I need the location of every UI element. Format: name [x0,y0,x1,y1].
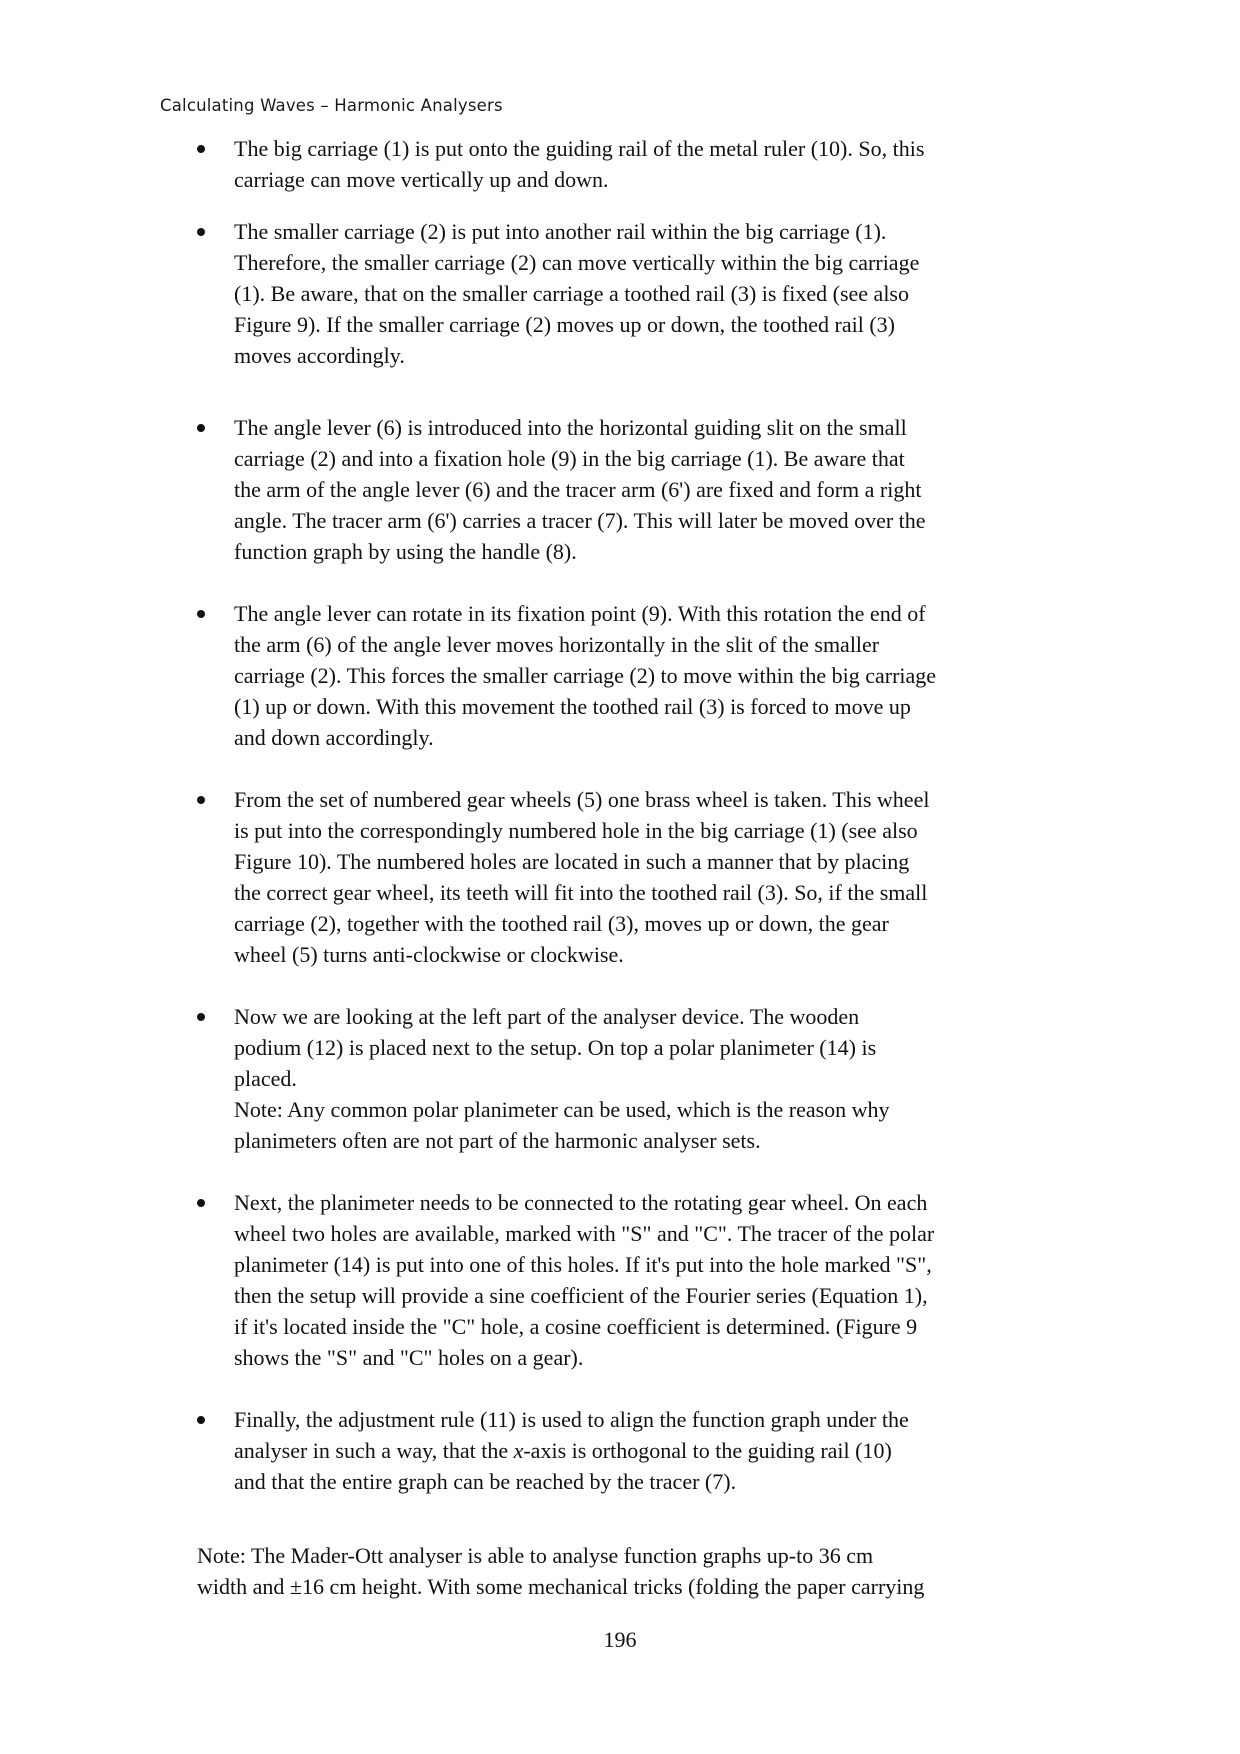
bullet-icon [197,424,205,432]
text-line: Figure 10). The numbered holes are located in such a manner that by placing [234,849,910,874]
text-line: shows the "S" and "C" holes on a gear). [234,1345,584,1370]
text-line: planimeter (14) is put into one of this holes. If it's put into the hole marked "S", [234,1252,932,1277]
bullet-icon [197,1199,205,1207]
text-segment: -axis is orthogonal to the guiding rail (10) [523,1438,892,1463]
text-line: then the setup will provide a sine coefficient of the Fourier series (Equation 1), [234,1283,928,1308]
text-line: is put into the correspondingly numbered hole in the big carriage (1) (see also [234,818,918,843]
bullet-icon [197,610,205,618]
text-line: planimeters often are not part of the harmonic analyser sets. [234,1128,761,1153]
bullet-icon [197,1013,205,1021]
text-line: width and ±16 cm height. With some mechanical tricks (folding the paper carrying [197,1574,925,1599]
text-line: Now we are looking at the left part of the analyser device. The wooden [234,1004,860,1029]
text-segment: analyser in such a way, that the [234,1438,514,1463]
text-line: The smaller carriage (2) is put into another rail within the big carriage (1). [234,219,887,244]
text-line: podium (12) is placed next to the setup. On top a polar planimeter (14) is [234,1035,877,1060]
text-line: the arm (6) of the angle lever moves horizontally in the slit of the smaller [234,632,880,657]
text-line: function graph by using the handle (8). [234,539,577,564]
text-line: and that the entire graph can be reached by the tracer (7). [234,1469,737,1494]
text-line: and down accordingly. [234,725,434,750]
text-line: carriage (2) and into a fixation hole (9) in the big carriage (1). Be aware that [234,446,905,471]
text-line: (1). Be aware, that on the smaller carriage a toothed rail (3) is fixed (see also [234,281,909,306]
text-line: placed. [234,1066,297,1091]
text-line: The big carriage (1) is put onto the guiding rail of the metal ruler (10). So, this [234,136,925,161]
text-line: carriage (2). This forces the smaller carriage (2) to move within the big carriage [234,663,937,688]
text-line: wheel two holes are available, marked with "S" and "C". The tracer of the polar [234,1221,935,1246]
text-line: if it's located inside the "C" hole, a cosine coefficient is determined. (Figure 9 [234,1314,918,1339]
text-line: Finally, the adjustment rule (11) is used to align the function graph under the [234,1407,909,1432]
text-line: The angle lever can rotate in its fixation point (9). With this rotation the end of [234,601,926,626]
text-line: Therefore, the smaller carriage (2) can move vertically within the big carriage [234,250,920,275]
text-line: carriage can move vertically up and down. [234,167,609,192]
text-line: The angle lever (6) is introduced into the horizontal guiding slit on the small [234,415,907,440]
math-variable: x [513,1438,524,1463]
text-line: carriage (2), together with the toothed rail (3), moves up or down, the gear [234,911,889,936]
text-line: Note: The Mader-Ott analyser is able to analyse function graphs up-to 36 cm [197,1543,874,1568]
text-line: (1) up or down. With this movement the toothed rail (3) is forced to move up [234,694,911,719]
text-line: wheel (5) turns anti-clockwise or clockwise. [234,942,624,967]
text-line: Note: Any common polar planimeter can be used, which is the reason why [234,1097,890,1122]
bullet-icon [197,145,205,153]
bullet-icon [197,796,205,804]
text-line: the correct gear wheel, its teeth will fit into the toothed rail (3). So, if the small [234,880,928,905]
running-header: Calculating Waves – Harmonic Analysers [160,96,503,115]
text-line [234,1435,1054,1466]
bullet-icon [197,228,205,236]
text-line: From the set of numbered gear wheels (5) one brass wheel is taken. This wheel [234,787,930,812]
text-line: angle. The tracer arm (6') carries a tracer (7). This will later be moved over the [234,508,926,533]
bullet-icon [197,1416,205,1424]
text-line: Next, the planimeter needs to be connected to the rotating gear wheel. On each [234,1190,928,1215]
note-paragraph [197,1540,1057,1602]
text-line: moves accordingly. [234,343,405,368]
text-line: Figure 9). If the smaller carriage (2) moves up or down, the toothed rail (3) [234,312,896,337]
text-line: the arm of the angle lever (6) and the tracer arm (6') are fixed and form a right [234,477,922,502]
page-number: 196 [603,1627,637,1652]
